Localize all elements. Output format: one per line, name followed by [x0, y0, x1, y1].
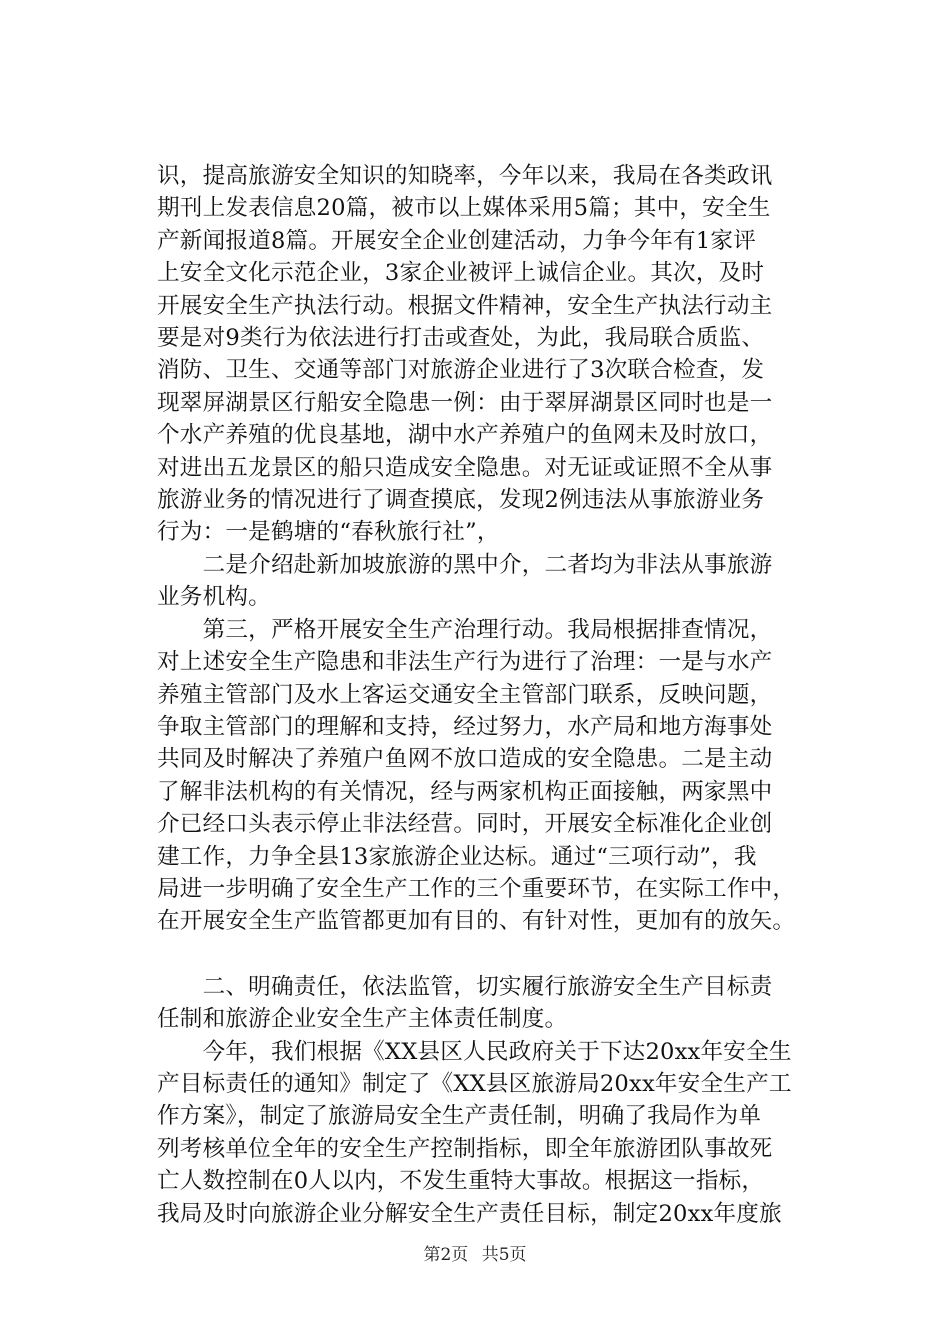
- text-line: 今年，我们根据《XX县区人民政府关于下达20xx年安全生: [157, 1038, 792, 1065]
- page-footer: [0, 1244, 950, 1266]
- text-line: 二是介绍赴新加坡旅游的黑中介，二者均为非法从事旅游: [157, 551, 773, 578]
- text-line: 识，提高旅游安全知识的知晓率，今年以来，我局在各类政讯: [157, 163, 773, 189]
- page-total: 共5页: [481, 1245, 527, 1265]
- text-line: 对上述安全生产隐患和非法生产行为进行了治理：一是与水产: [157, 649, 773, 676]
- text-line: 第三，严格开展安全生产治理行动。我局根据排查情况，: [157, 616, 773, 643]
- text-line: 建工作，力争全县13家旅游企业达标。通过“三项行动”，我: [157, 843, 757, 870]
- text-line: 局进一步明确了安全生产工作的三个重要环节，在实际工作中，: [157, 875, 796, 902]
- text-line: 介已经口头表示停止非法经营。同时，开展安全标准化企业创: [157, 811, 773, 838]
- text-line: 养殖主管部门及水上客运交通安全主管部门联系，反映问题，: [157, 681, 773, 708]
- text-line: 旅游业务的情况进行了调查摸底，发现2例违法从事旅游业务: [157, 487, 765, 514]
- text-line: 二、明确责任，依法监管，切实履行旅游安全生产目标责: [157, 973, 773, 1000]
- paragraph-gap: [157, 938, 857, 971]
- text-line: 争取主管部门的理解和支持，经过努力，水产局和地方海事处: [157, 713, 773, 740]
- text-line: 产新闻报道8篇。开展安全企业创建活动，力争今年有1家评: [157, 227, 756, 254]
- text-line: 任制和旅游企业安全生产主体责任制度。: [157, 1006, 568, 1033]
- text-line: 要是对9类行为依法进行打击或查处，为此，我局联合质监、: [157, 325, 765, 352]
- text-line: 开展安全生产执法行动。根据文件精神，安全生产执法行动主: [157, 292, 773, 319]
- text-line: 列考核单位全年的安全生产控制指标，即全年旅游团队事故死: [157, 1135, 773, 1162]
- document-body: [157, 160, 857, 1230]
- text-line: 我局及时向旅游企业分解安全生产责任目标，制定20xx年度旅: [157, 1200, 782, 1227]
- text-line: 行为：一是鹤塘的“春秋旅行社”，: [157, 519, 500, 546]
- text-line: 业务机构。: [157, 584, 271, 611]
- page-number: 第2页: [423, 1245, 469, 1265]
- text-line: 个水产养殖的优良基地，湖中水产养殖户的鱼网未及时放口，: [157, 422, 773, 449]
- text-line: 共同及时解决了养殖户鱼网不放口造成的安全隐患。二是主动: [157, 746, 773, 773]
- text-line: 亡人数控制在0人以内，不发生重特大事故。根据这一指标，: [157, 1168, 765, 1195]
- text-line: 产目标责任的通知》制定了《XX县区旅游局20xx年安全生产工: [157, 1070, 792, 1097]
- text-line: 现翠屏湖景区行船安全隐患一例：由于翠屏湖景区同时也是一: [157, 389, 773, 416]
- text-line: 在开展安全生产监管都更加有目的、有针对性，更加有的放矢。: [157, 908, 796, 935]
- text-line: 消防、卫生、交通等部门对旅游企业进行了3次联合检查，发: [157, 357, 765, 384]
- text-line: 对进出五龙景区的船只造成安全隐患。对无证或证照不全从事: [157, 454, 773, 481]
- text-line: 了解非法机构的有关情况，经与两家机构正面接触，两家黑中: [157, 778, 773, 805]
- text-line: 作方案》，制定了旅游局安全生产责任制，明确了我局作为单: [157, 1103, 762, 1130]
- text-line: 期刊上发表信息20篇，被市以上媒体采用5篇；其中，安全生: [157, 195, 771, 222]
- text-line: 上安全文化示范企业，3家企业被评上诚信企业。其次，及时: [157, 260, 765, 287]
